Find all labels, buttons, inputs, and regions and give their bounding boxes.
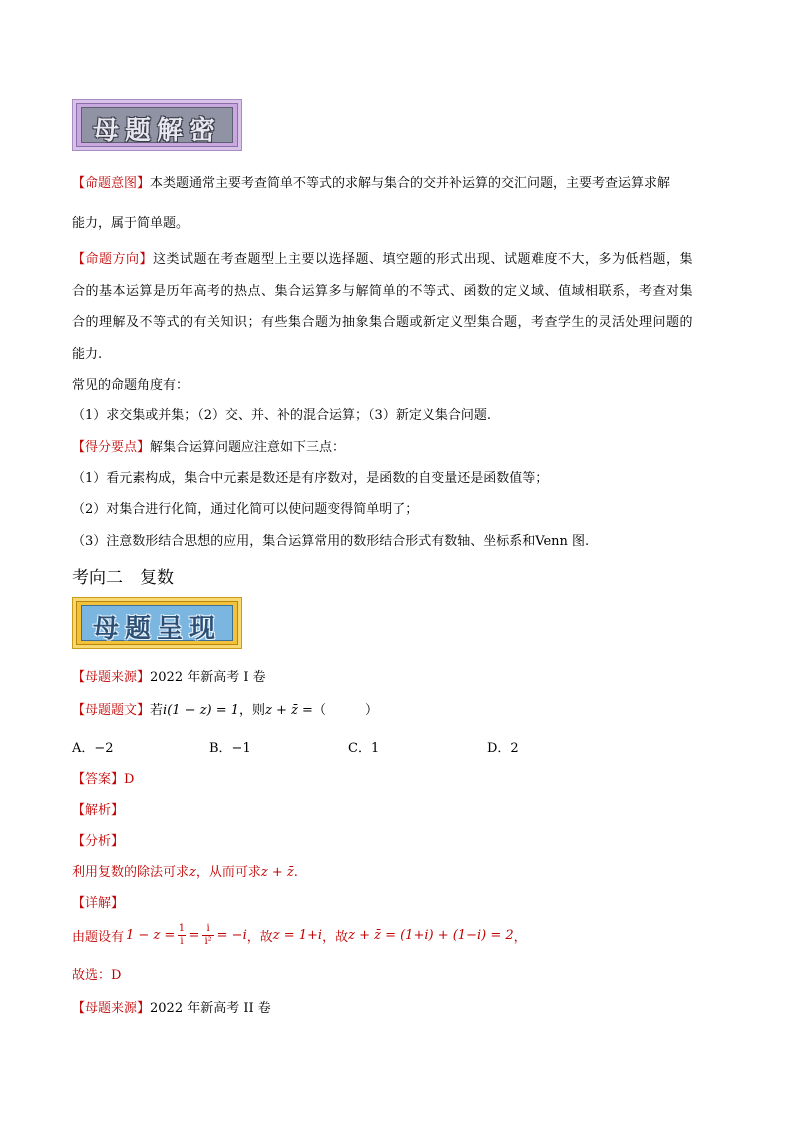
direction-text-1: 这类试题在考查题型上主要以选择题、填空题的形式出现、试题难度不大，多为低档题，集 <box>153 252 694 267</box>
source2-line <box>72 997 271 1016</box>
conclusion: 故选：D <box>72 968 122 983</box>
option-c[interactable]: C．1 <box>348 741 380 756</box>
fraction-1-den: i <box>180 935 184 947</box>
fenxi-tag: 【分析】 <box>72 834 125 849</box>
source-line <box>72 666 266 685</box>
direction-text-4: 能力. <box>72 347 103 362</box>
question-prefix: 若 <box>150 703 164 718</box>
detail-line: 由题设有 1 − z = $\frac{1}{i}$ = $\frac{i}{\text{i²}}$ = −i ，故 z = 1+i ，故 z + z̄ = (1+i) + (1−i) = 2 ， <box>72 922 527 947</box>
option-d[interactable]: D．2 <box>487 741 519 756</box>
badge-text: 母题呈现 <box>92 614 221 644</box>
detail-eq-3: z + z̄ = (1+i) + (1−i) = 2 <box>348 927 514 943</box>
fenxi-text-2: ，从而可求 <box>195 865 261 880</box>
key-tag: 【得分要点】 <box>72 440 151 455</box>
fraction-1 <box>178 923 185 948</box>
fraction-2 <box>202 923 213 948</box>
answer-value: D <box>124 772 135 787</box>
detail-eq-2: z = 1+i <box>272 927 323 943</box>
common-angles: 常见的命题角度有： <box>72 378 190 393</box>
source-tag: 【母题来源】 <box>72 670 151 685</box>
option-a[interactable]: A．−2 <box>72 741 114 756</box>
detail-eq-1a: 1 − z = <box>126 927 176 943</box>
direction-tag: 【命题方向】 <box>72 252 154 267</box>
question-equation: i(1 − z) = 1 <box>163 703 240 718</box>
question-equation-2: z + z̄ = <box>265 703 313 718</box>
intent-tag: 【命题意图】 <box>72 176 151 191</box>
fraction-2-den: i² <box>204 935 212 947</box>
source2-tag: 【母题来源】 <box>72 1001 151 1016</box>
section-heading: 考向二 复数 <box>72 568 174 588</box>
question-tag: 【母题题文】 <box>72 703 151 718</box>
detail-eq-1b: = −i <box>216 927 247 943</box>
direction-text-3: 合的理解及不等式的有关知识；有些集合题为抽象集合题或新定义型集合题，考查学生的灵活处理问题的 <box>72 315 694 330</box>
question-line <box>72 699 378 718</box>
direction-text-2: 合的基本运算是历年高考的热点、集合运算多与解简单的不等式、函数的定义域、值域相联系，考查对集 <box>72 284 694 299</box>
analysis-tag: 【解析】 <box>72 803 125 818</box>
fraction-2-num: i <box>206 922 210 934</box>
key-point-1: （1）看元素构成，集合中元素是数还是有序数对，是函数的自变量还是函数值等； <box>72 471 549 486</box>
key-text: 解集合运算问题应注意如下三点： <box>150 440 346 455</box>
question-mid: ，则 <box>239 703 266 718</box>
angles-list: （1）求交集或并集；（2）交、并、补的混合运算；（3）新定义集合问题. <box>72 408 491 423</box>
key-line <box>72 436 345 455</box>
section-badge-mutichengxian <box>72 597 242 649</box>
fenxi-line <box>72 861 298 880</box>
section-badge-mutijiemi <box>72 99 242 151</box>
source-text: 2022 年新高考 I 卷 <box>150 670 266 685</box>
key-point-3: （3）注意数形结合思想的应用，集合运算常用的数形结合形式有数轴、坐标系和Venn 图. <box>72 534 590 549</box>
fenxi-end: . <box>293 865 298 880</box>
fenxi-text-1: 利用复数的除法可求 <box>72 865 190 880</box>
question-paren: （ ） <box>312 703 378 718</box>
fenxi-eq-2: z + z̄ <box>260 865 294 880</box>
detail-text-2: ，故 <box>246 929 273 945</box>
key-point-2: （2）对集合进行化简，通过化简可以使问题变得简单明了； <box>72 502 419 517</box>
detail-text-1: 由题设有 <box>72 929 125 945</box>
detail-text-3: ，故 <box>322 929 349 945</box>
fraction-1-num: 1 <box>178 922 186 934</box>
intent-text-2: 能力，属于简单题。 <box>72 216 190 231</box>
fenxi-eq-1: z <box>189 865 196 880</box>
badge-text: 母题解密 <box>92 116 221 146</box>
answer-tag: 【答案】 <box>72 772 125 787</box>
detail-tag: 【详解】 <box>72 896 125 911</box>
option-b[interactable]: B．−1 <box>209 741 251 756</box>
direction-line-1 <box>72 248 693 267</box>
source2-text: 2022 年新高考 II 卷 <box>150 1001 271 1016</box>
detail-end: ， <box>513 929 527 945</box>
intent-text-1: 本类题通常主要考查简单不等式的求解与集合的交并补运算的交汇问题，主要考查运算求解 <box>150 176 671 191</box>
intent-line-1 <box>72 172 670 191</box>
answer-line <box>72 768 134 787</box>
